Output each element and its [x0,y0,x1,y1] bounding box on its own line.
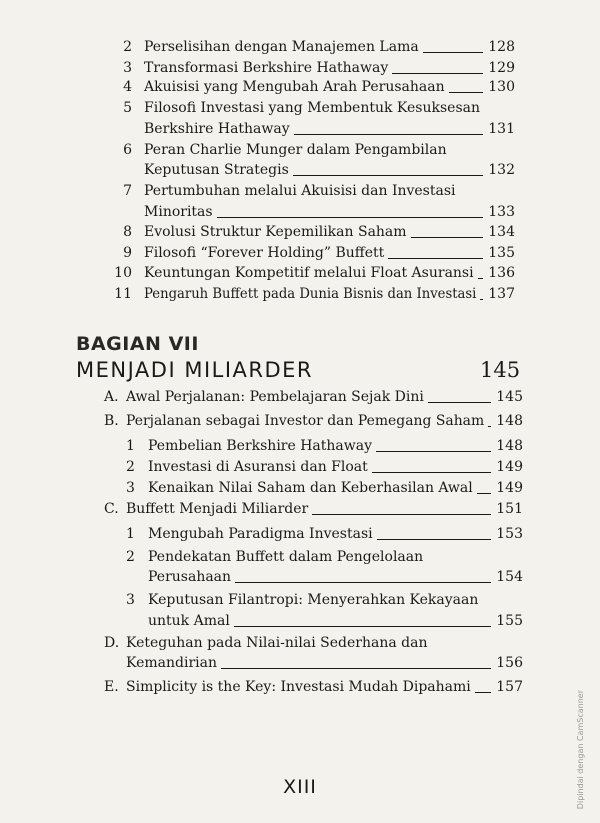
toc-entry-title: Pertumbuhan melalui Akuisisi dan Investasi [144,183,456,199]
toc-entry-number: A. [104,389,119,405]
toc-leader-line [235,582,491,583]
toc-entry [0,411,523,431]
toc-entry [0,58,515,78]
toc-leader-line [449,92,484,93]
section-title: MENJADI MILIARDER [76,358,314,382]
toc-entry-page: 135 [488,245,515,261]
toc-leader-line [428,402,491,403]
toc-entry-number: B. [104,413,119,429]
toc-leader-line [376,451,491,452]
toc-entry-number: C. [104,501,119,517]
toc-leader-line [217,217,484,218]
toc-entry [0,181,515,201]
toc-entry [0,77,515,97]
toc-leader-line [480,299,483,300]
toc-entry-title: Pembelian Berkshire Hathaway [148,438,373,454]
toc-entry [0,478,523,498]
toc-entry [0,263,515,283]
toc-leader-line [488,426,491,427]
toc-leader-line [478,278,484,279]
toc-entry [0,243,515,263]
toc-entry-number: 2 [126,459,135,475]
page-footer-numeral: XIII [283,776,317,798]
toc-entry [0,499,523,519]
toc-entry [0,37,515,57]
toc-entry-number: 1 [126,438,135,454]
toc-entry-page: 129 [488,60,515,76]
toc-entry [0,98,515,118]
toc-leader-line [293,175,483,176]
toc-entry-title: Minoritas [144,204,213,220]
toc-entry-page: 133 [488,204,515,220]
toc-entry-title: Filosofi “Forever Holding” Buffett [144,245,385,261]
toc-entry-title: Transformasi Berkshire Hathaway [144,60,389,76]
toc-entry-title: Evolusi Struktur Kepemilikan Saham [144,224,407,240]
toc-entry [0,547,523,567]
toc-leader-line [312,514,491,515]
toc-entry-page: 148 [496,413,523,429]
toc-entry-number: E. [104,679,119,695]
toc-entry-title: Pendekatan Buffett dalam Pengelolaan [148,549,424,565]
toc-entry-number: 4 [123,79,132,95]
toc-entry-number: 7 [123,183,132,199]
toc-entry [0,222,515,242]
toc-leader-line [477,493,492,494]
toc-entry [0,387,523,407]
toc-leader-line [392,73,483,74]
toc-entry-number: 2 [123,39,132,55]
section-page-number: 145 [480,358,521,382]
toc-entry [0,590,523,610]
toc-leader-line [411,237,484,238]
toc-entry-page: 148 [496,438,523,454]
toc-entry-title: Mengubah Paradigma Investasi [148,526,373,542]
toc-leader-line [221,668,491,669]
toc-entry-page: 157 [496,679,523,695]
toc-entry-page: 128 [488,39,515,55]
toc-entry-number: 10 [114,265,132,281]
toc-entry-page: 149 [496,459,523,475]
toc-entry-title: Perjalanan sebagai Investor dan Pemegang Saham [126,413,485,429]
toc-entry-page: 145 [496,389,523,405]
toc-entry-title: Keuntungan Kompetitif melalui Float Asuransi [144,265,474,281]
toc-entry-page: 137 [488,286,515,302]
toc-entry-number: 3 [126,480,135,496]
toc-entry-number: 3 [123,60,132,76]
toc-entry-page: 149 [496,480,523,496]
toc-entry-page: 136 [488,265,515,281]
toc-entry-page: 151 [496,501,523,517]
toc-entry [0,119,515,139]
toc-leader-line [234,626,491,627]
toc-entry-title: Kenaikan Nilai Saham dan Keberhasilan Awal [148,480,473,496]
toc-entry [0,160,515,180]
toc-entry-number: 8 [123,224,132,240]
toc-entry-page: 153 [496,526,523,542]
toc-entry [0,202,515,222]
toc-entry-number: 9 [123,245,132,261]
toc-entry [0,457,523,477]
scanner-watermark: Dipindai dengan CamScanner [576,690,585,810]
toc-entry-title: Perselisihan dengan Manajemen Lama [144,39,419,55]
toc-entry-title: Peran Charlie Munger dalam Pengambilan [144,142,447,158]
toc-entry-title: Investasi di Asuransi dan Float [148,459,368,475]
toc-entry-number: 5 [123,100,132,116]
toc-entry-title: Berkshire Hathaway [144,121,290,137]
toc-leader-line [294,134,484,135]
toc-entry-title: Awal Perjalanan: Pembelajaran Sejak Dini [126,389,424,405]
toc-leader-line [423,52,484,53]
toc-entry-number: 6 [123,142,132,158]
toc-entry-title: Buffett Menjadi Miliarder [126,501,309,517]
toc-entry-page: 131 [488,121,515,137]
toc-entry [0,611,523,631]
toc-entry [0,140,515,160]
section-label: BAGIAN VII [76,333,199,355]
toc-entry-title: Keputusan Filantropi: Menyerahkan Kekayaan [148,592,479,608]
toc-entry [0,436,523,456]
toc-leader-line [475,692,492,693]
toc-entry-number: D. [104,635,120,651]
toc-entry-page: 154 [496,569,523,585]
toc-entry-page: 132 [488,162,515,178]
toc-leader-line [388,258,483,259]
toc-entry [0,633,523,653]
toc-entry-page: 130 [488,79,515,95]
toc-entry-page: 155 [496,613,523,629]
toc-entry-title: Keputusan Strategis [144,162,289,178]
toc-entry [0,284,515,304]
toc-entry [0,677,523,697]
toc-entry-title: untuk Amal [148,613,230,629]
toc-entry-title: Filosofi Investasi yang Membentuk Kesuksesan [144,100,480,116]
toc-entry-title: Kemandirian [126,655,217,671]
toc-leader-line [377,539,492,540]
toc-entry-number: 3 [126,592,135,608]
toc-entry-number: 1 [126,526,135,542]
toc-entry-title: Simplicity is the Key: Investasi Mudah Dipahami [126,679,471,695]
toc-entry-page: 134 [488,224,515,240]
toc-entry [0,653,523,673]
toc-entry-number: 2 [126,549,135,565]
toc-entry [0,524,523,544]
toc-leader-line [372,472,492,473]
toc-entry-title: Perusahaan [148,569,232,585]
toc-entry-title: Keteguhan pada Nilai-nilai Sederhana dan [126,635,428,651]
toc-entry-title: Pengaruh Buffett pada Dunia Bisnis dan Investasi [144,286,477,302]
toc-entry-page: 156 [496,655,523,671]
toc-entry [0,567,523,587]
toc-entry-number: 11 [114,286,132,302]
toc-entry-title: Akuisisi yang Mengubah Arah Perusahaan [144,79,445,95]
